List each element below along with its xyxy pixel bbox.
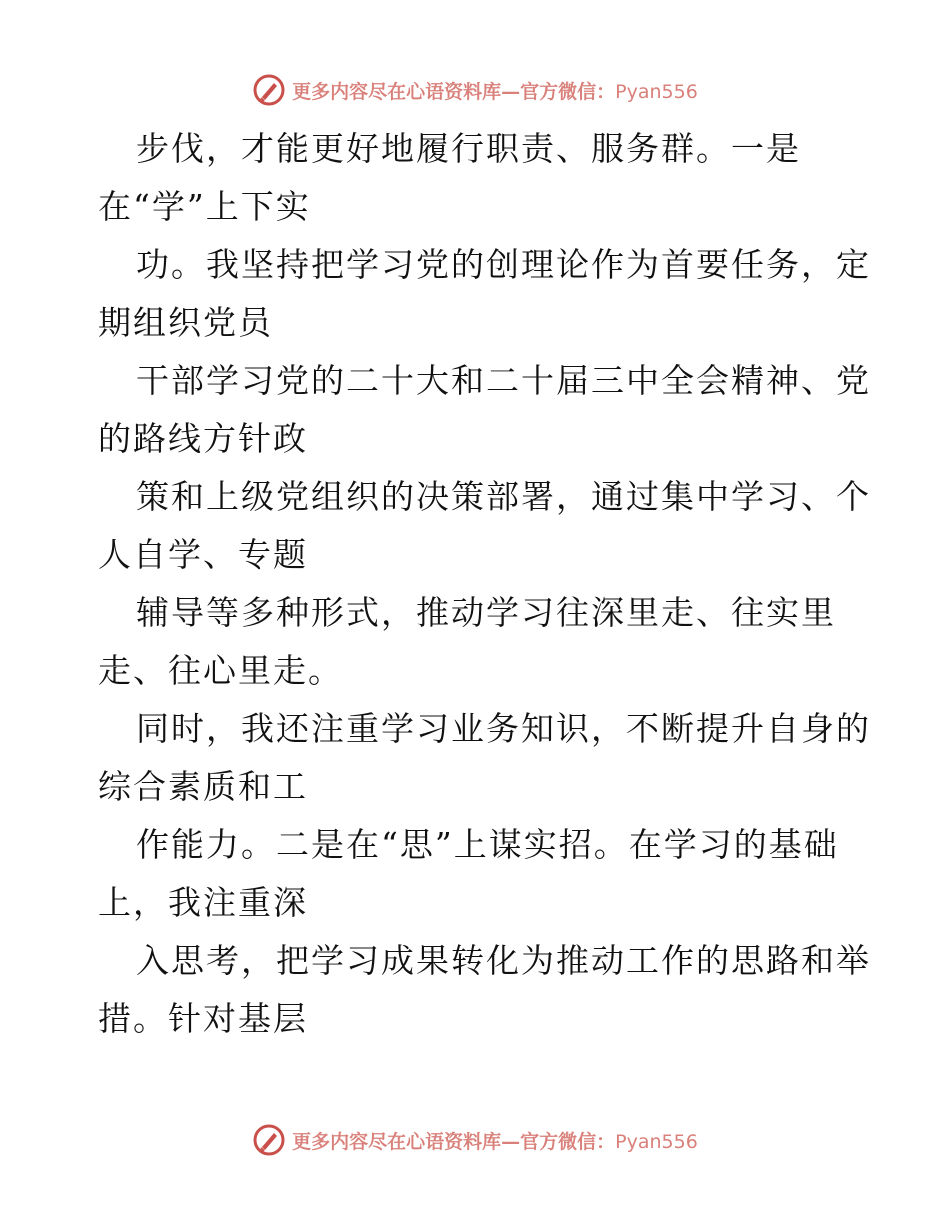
text-line: 干部学习党的二十大和二十届三中全会精神、党 bbox=[136, 361, 871, 400]
header-watermark bbox=[0, 70, 950, 110]
watermark-text: 更多内容尽在心语资料库—官方微信：Pyan556 bbox=[292, 80, 698, 103]
text-line: 的路线方针政 bbox=[98, 419, 308, 458]
watermark-text: 更多内容尽在心语资料库—官方微信：Pyan556 bbox=[292, 1130, 698, 1153]
text-line: 上，我注重深 bbox=[98, 883, 308, 922]
footer-watermark bbox=[0, 1120, 950, 1160]
text-line: 步伐，才能更好地履行职责、服务群。一是 bbox=[136, 129, 801, 168]
text-line: 功。我坚持把学习党的创理论作为首要任务，定 bbox=[136, 245, 871, 284]
text-line: 措。针对基层 bbox=[98, 999, 308, 1038]
text-line: 走、往心里走。 bbox=[98, 651, 343, 690]
text-line: 作能力。二是在“思”上谋实招。在学习的基础 bbox=[136, 825, 839, 864]
pen-circle-logo-icon bbox=[252, 1123, 286, 1157]
pen-circle-logo-icon bbox=[252, 73, 286, 107]
text-line: 期组织党员 bbox=[98, 303, 273, 342]
text-line: 人自学、专题 bbox=[98, 535, 308, 574]
text-line: 策和上级党组织的决策部署，通过集中学习、个 bbox=[136, 477, 871, 516]
text-line: 在“学”上下实 bbox=[98, 187, 311, 226]
text-line: 综合素质和工 bbox=[98, 767, 308, 806]
text-line: 入思考，把学习成果转化为推动工作的思路和举 bbox=[136, 941, 871, 980]
document-body bbox=[98, 120, 871, 1048]
text-line: 同时，我还注重学习业务知识，不断提升自身的 bbox=[136, 709, 871, 748]
text-line: 辅导等多种形式，推动学习往深里走、往实里 bbox=[136, 593, 836, 632]
